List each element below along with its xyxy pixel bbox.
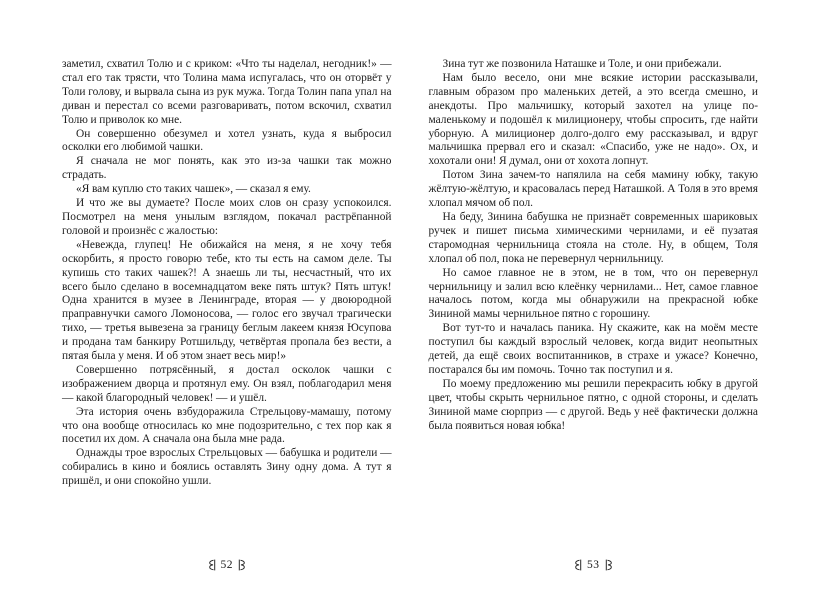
page-right-footer: [429, 559, 759, 571]
paragraph: Однажды трое взрослых Стрельцовых — бабушка и родители — собирались в кино и боялись оставлять Зину одну дома. А тут я пришёл, и они спокойно ушли.: [62, 447, 392, 488]
page-left: [62, 58, 392, 601]
page-number-left: 52: [220, 559, 233, 571]
floral-bracket-right-icon: [605, 559, 614, 571]
page-right: [429, 58, 759, 601]
paragraph: На беду, Зинина бабушка не признаёт современных шариковых ручек и пишет письма химическими чернилами, и её пузатая старомодная чернильница стояла на столе. Ну, в общем, Толя хлопал об пол, пока не перевернул чернильницу.: [428, 210, 758, 265]
floral-bracket-left-icon: [573, 559, 582, 571]
floral-bracket-left-icon: [207, 559, 216, 571]
paragraph: заметил, схватил Толю и с криком: «Что ты наделал, негодник!» — стал его так трясти, что Толина мама испугалась, что он оторвёт у Толи голову, и вырвала сына из рук мужа. Тогда Толин папа упал на диван и перестал со всеми разговаривать, потом вскочил, схватил Толю и приволок ко мне.: [62, 58, 392, 126]
floral-bracket-right-icon: [238, 559, 247, 571]
paragraph: Но самое главное не в этом, не в том, что он перевернул чернильницу и залил всю клеёнку чернилами... Нет, самое главное началось потом, когда мы обнаружили на прекрасной юбке Зининой мамы чернильное пятно с горошину.: [428, 266, 758, 321]
paragraph: Нам было весело, они мне всякие истории рассказывали, главным образом про маленьких детей, а это всегда смешно, и анекдоты. Про мальчишку, который захотел на улице по-маленькому и подошёл к милиционеру, чтобы спросить, где найти уборную. А милиционер долго-долго ему рассказывал, и вдруг мальчишка прервал его и сказал: «Спасибо, уже не надо». Ох, и хохотали они! Я думал, они от хохота лопнут.: [428, 71, 758, 168]
paragraph: Он совершенно обезумел и хотел узнать, куда я выбросил осколки его любимой чашки.: [62, 127, 392, 154]
paragraph: «Невежда, глупец! Не обижайся на меня, я не хочу тебя оскорбить, я просто говорю тебе, кто ты есть на самом деле. Ты купишь сто таких чашек?! А знаешь ли ты, несчастный, что их всего было сделано в восемнадцатом веке пять штук? Пять штук! Одна хранится в музее в Ленинграде, вторая — у двоюродной праправнучки самого Ломоносова, — голос его звучал трагически тихо, — третья вывезена за границу беглым лакеем князя Юсупова и продана там банкиру Ротшильду, четвёртая пропала без вести, а пятая была у меня. И об этом знает весь мир!»: [62, 238, 392, 363]
paragraph: Совершенно потрясённый, я достал осколок чашки с изображением дворца и протянул ему. Он взял, поблагодарил меня — какой благородный человек! — и ушёл.: [62, 363, 392, 404]
paragraph: Потом Зина зачем-то напялила на себя мамину юбку, такую жёлтую-жёлтую, и красовалась перед Наташкой. А Толя в это время хлопал мячом об пол.: [428, 169, 758, 210]
paragraph: И что же вы думаете? После моих слов он сразу успокоился. Посмотрел на меня унылым взглядом, покачал растрёпанной головой и произнёс с жалостью:: [62, 197, 392, 237]
paragraph: По моему предложению мы решили перекрасить юбку в другой цвет, чтобы скрыть чернильное пятно, с одной стороны, и сделать Зининой маме сюрприз — с другой. Ведь у неё фактически должна была появиться новая юбка!: [428, 377, 758, 432]
paragraph: Эта история очень взбудоражила Стрельцову-мамашу, потому что она вообще относилась ко мне подозрительно, с тех пор как я посетил их дом. А сначала она была мне рада.: [62, 405, 392, 446]
paragraph: Зина тут же позвонила Наташке и Толе, и они прибежали.: [442, 58, 722, 70]
paragraph: «Я вам куплю сто таких чашек», — сказал я ему.: [76, 183, 311, 196]
page-right-text: [429, 58, 759, 433]
page-number-right: 53: [587, 559, 600, 571]
paragraph: Я сначала не мог понять, как это из-за чашки так можно страдать.: [62, 155, 392, 182]
page-left-text: [62, 58, 392, 489]
page-left-footer: [62, 559, 392, 571]
paragraph: Вот тут-то и началась паника. Ну скажите, как на моём месте поступил бы каждый взрослый человек, когда видит неопытных детей, да ещё своих воспитанников, в страхе и ужасе? Конечно, постарался бы им помочь. Точно так поступил и я.: [428, 322, 758, 376]
